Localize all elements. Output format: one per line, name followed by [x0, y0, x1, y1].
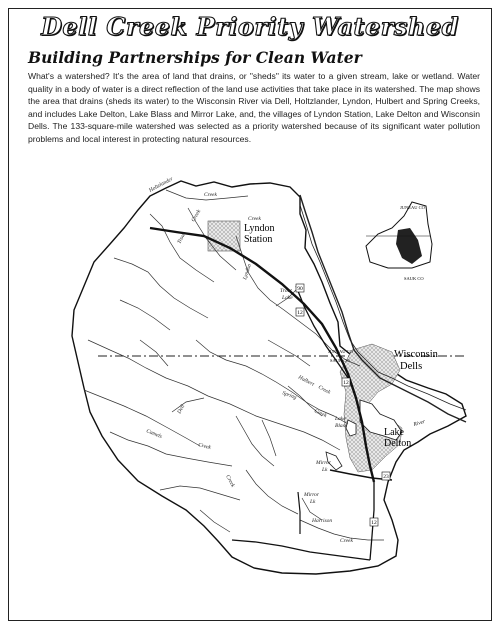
label-creek-hulbert: Creek: [317, 384, 332, 396]
label-sauk-co: SAUK CO: [330, 358, 350, 363]
label-creek-lower: Creek: [224, 474, 236, 489]
label-spring: Spring: [281, 390, 298, 401]
label-holtzlander: Holtzlander: [148, 176, 175, 194]
label-lake-delton-1: Lake: [384, 427, 404, 438]
label-mirror: Mirror: [316, 460, 332, 466]
label-camels: Camels: [145, 428, 163, 441]
shield-90: 90: [297, 286, 303, 292]
label-lyndon-creek: Lyndon: [242, 263, 253, 281]
highway-shields: [296, 284, 390, 526]
label-mirror-lk: Lk: [322, 467, 328, 473]
label-trout: Trout: [176, 231, 188, 245]
label-harrison: Harrison: [312, 518, 333, 524]
label-creek-holtz: Creek: [190, 208, 203, 223]
label-juneau-co: JUNEAU CO: [328, 349, 353, 354]
label-creek-top: Creek: [204, 192, 217, 198]
shield-12-north: 12: [297, 310, 303, 316]
label-dell: Dell: [176, 403, 187, 415]
label-lake-blass: Lake: [335, 416, 346, 422]
label-lake-trout: Lake: [282, 295, 293, 301]
inset-sauk-label: SAUK CO: [404, 276, 424, 281]
inset-locator-map: [366, 202, 432, 281]
label-wisconsin: Wisconsin: [394, 349, 438, 360]
label-creek-harrison: Creek: [340, 538, 353, 544]
label-dells: Dells: [400, 361, 423, 372]
label-lake-delton-2: Delton: [384, 438, 412, 449]
label-trout-2: Trout: [280, 288, 292, 294]
label-station: Station: [244, 234, 273, 245]
interstate-90-94: [150, 228, 374, 482]
label-blass: Blass: [335, 423, 347, 429]
page-subtitle: Building Partnerships for Clean Water: [28, 48, 362, 67]
label-mirror-lk-2: Lk: [310, 499, 316, 505]
label-hulbert: Hulbert: [297, 374, 315, 388]
label-creek-spring: Creek: [313, 408, 328, 420]
local-road: [298, 492, 300, 534]
shield-23: 23: [383, 474, 389, 480]
label-creek-lyndon: Creek: [248, 216, 261, 222]
page-title: Dell Creek Priority Watershed: [41, 12, 459, 41]
inset-juneau-label: JUNEAU CO: [400, 205, 425, 210]
shield-12-mid: 12: [343, 380, 349, 386]
label-creek-camels: Creek: [197, 442, 212, 452]
intro-paragraph: What's a watershed? It's the area of land that drains, or "sheds" its water to a given stream, lake or wetland. Water quality in a body of water is a direct reflection of the land use activities that take place in its watershed. The map shows the area that drains (sheds its water) to the Wisconsin River via Dell, Holtzlander, Lyndon, Hulbert and Spring Creeks, and includes Lake Delton, Lake Blass and Mirror Lake, and, the villages of Lyndon Station, Lake Delton and Wisconsin Dells. The 133-square-mile watershed was selected as a priority watershed because of its significant water pollution problems and local interest in protecting natural resources.: [28, 71, 480, 144]
label-mirror-2: Mirror: [304, 492, 320, 498]
shield-12-south: 12: [371, 520, 377, 526]
label-river: River: [412, 418, 427, 428]
label-lyndon: Lyndon: [244, 223, 275, 234]
